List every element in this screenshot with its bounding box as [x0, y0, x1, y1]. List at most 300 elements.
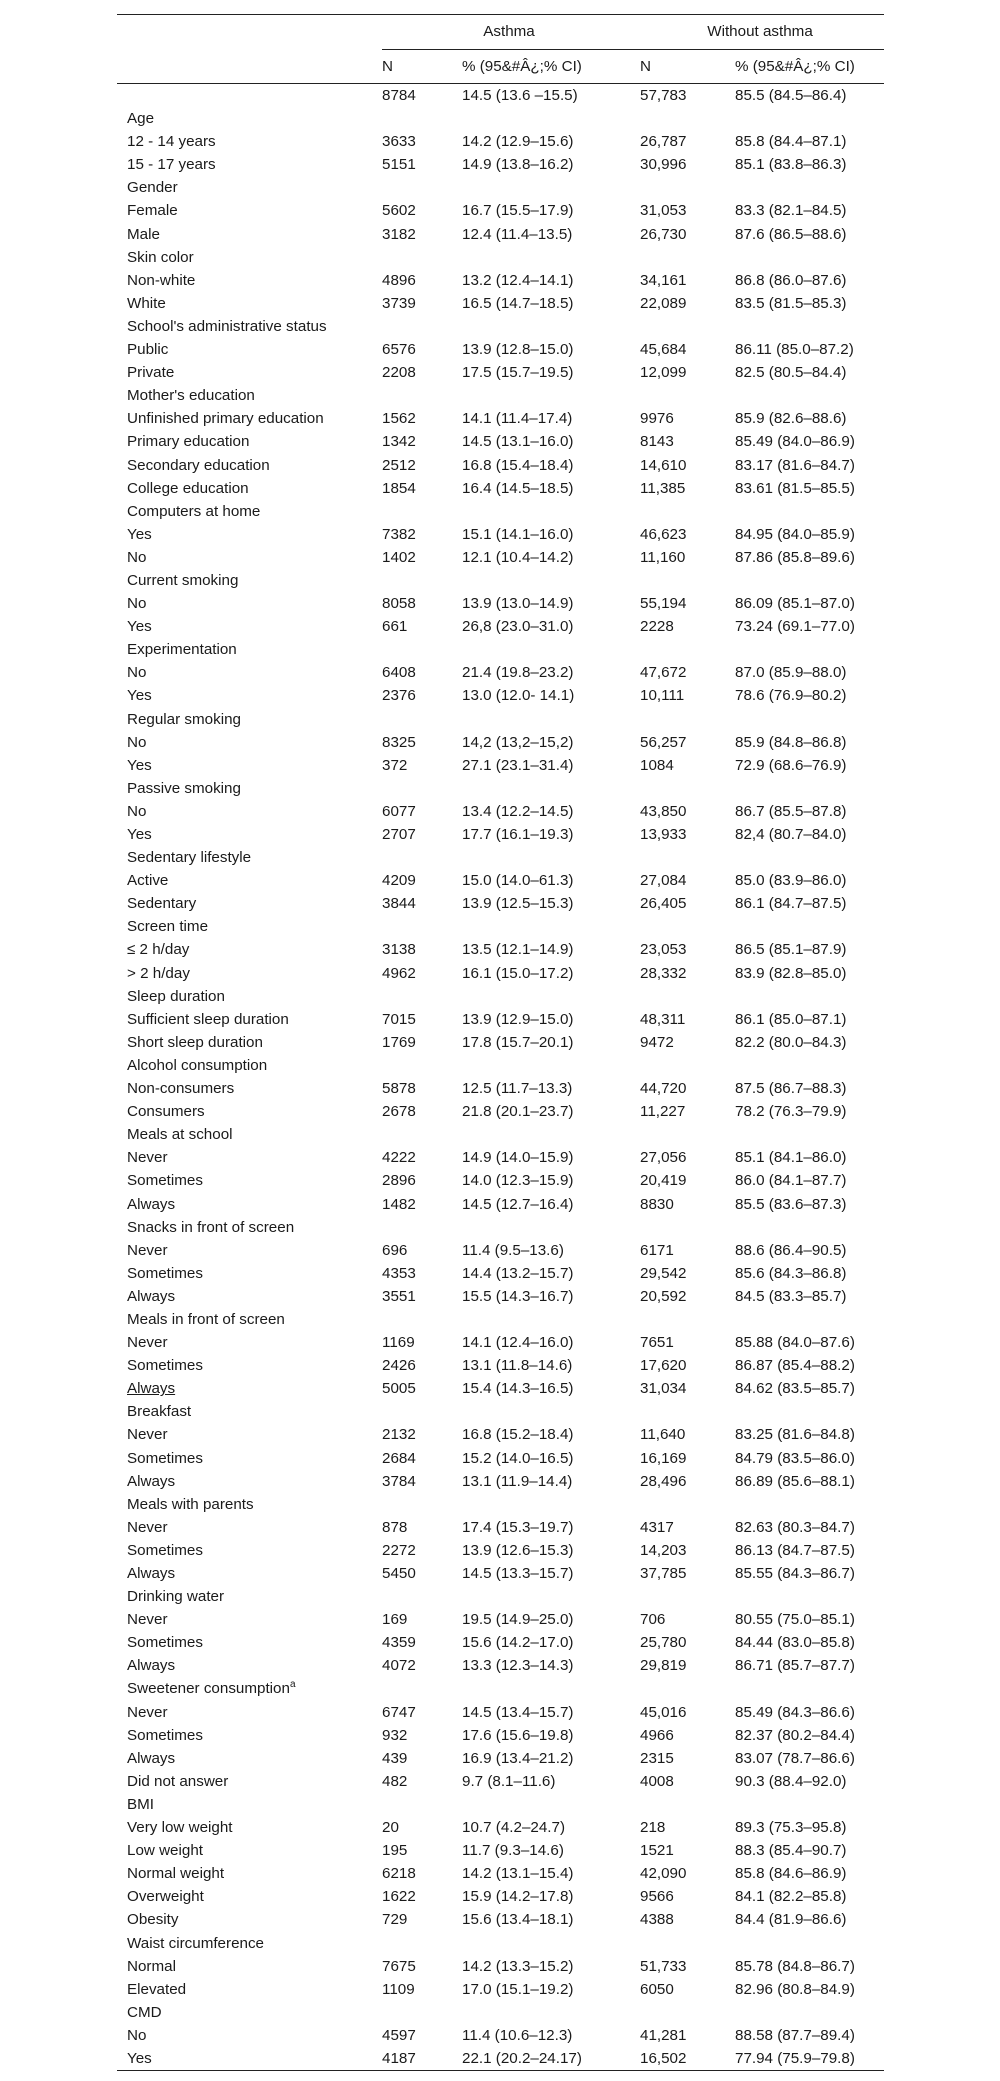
category-row: [117, 846, 884, 869]
without-asthma-pct-ci-cell: 85.49 (84.3–86.6): [735, 1703, 855, 1721]
without-asthma-n-cell: 43,850: [640, 802, 687, 820]
asthma-n-cell: 1482: [382, 1195, 416, 1213]
row-label: Normal: [127, 1957, 176, 1975]
asthma-pct-ci-cell: 12.5 (11.7–13.3): [462, 1080, 573, 1098]
without-asthma-pct-ci-cell: 85.8 (84.6–86.9): [735, 1865, 847, 1883]
category-row: [117, 777, 884, 800]
asthma-pct-ci-cell: 16.8 (15.2–18.4): [462, 1426, 574, 1444]
asthma-pct-ci-cell: 16.5 (14.7–18.5): [462, 294, 574, 312]
category-label: [117, 1400, 884, 1423]
asthma-n-cell: 3844: [382, 895, 416, 913]
asthma-pct-ci-cell: 14.2 (13.1–15.4): [462, 1865, 574, 1883]
row-label: Sometimes: [127, 1449, 203, 1467]
without-asthma-pct-ci-cell: 77.94 (75.9–79.8): [728, 2047, 884, 2071]
header-without-asthma: Without asthma: [636, 15, 884, 50]
table-row: [117, 1285, 884, 1308]
without-asthma-n-cell: 16,169: [640, 1449, 687, 1467]
asthma-pct-ci-cell: 14.5 (13.6 –15.5): [462, 87, 578, 104]
without-asthma-n-cell: 27,056: [640, 1149, 687, 1167]
row-label: Did not answer: [127, 1772, 229, 1790]
without-asthma-pct-ci-cell: 85.49 (84.0–86.9): [735, 433, 855, 451]
asthma-n-cell: 1402: [382, 548, 416, 566]
row-label: No: [127, 595, 147, 613]
table-row: [117, 1631, 884, 1654]
row-label: Never: [127, 1518, 168, 1536]
without-asthma-n-cell: 9976: [640, 410, 674, 428]
without-asthma-n-cell: 13,933: [640, 826, 687, 843]
without-asthma-n-cell: 26,730: [640, 225, 687, 243]
table-row: [117, 1701, 884, 1724]
asthma-n-cell: 661: [382, 618, 408, 636]
table-row: [117, 1908, 884, 1931]
table-row: [117, 1562, 884, 1585]
without-asthma-n-cell: 218: [640, 1819, 666, 1837]
table-row: [117, 1239, 884, 1262]
without-asthma-pct-ci-cell: 85.55 (84.3–86.7): [735, 1565, 855, 1582]
category-label: [117, 1123, 884, 1146]
without-asthma-n-cell: 45,016: [640, 1703, 687, 1721]
without-asthma-pct-ci-cell: 85.1 (83.8–86.3): [735, 156, 847, 174]
category-label: [117, 1216, 884, 1239]
asthma-pct-ci-cell: 27.1 (23.1–31.4): [462, 756, 574, 774]
asthma-pct-ci-cell: 15.2 (14.0–16.5): [462, 1449, 574, 1467]
asthma-pct-ci-cell: 12.1 (10.4–14.2): [462, 548, 574, 566]
table-row: [117, 938, 884, 961]
table-row: [117, 800, 884, 823]
without-asthma-pct-ci-cell: 86.13 (84.7–87.5): [735, 1541, 855, 1559]
asthma-n-cell: 8058: [382, 595, 416, 613]
without-asthma-n-cell: 27,084: [640, 872, 687, 890]
asthma-n-cell: 2896: [382, 1172, 416, 1190]
asthma-pct-ci-cell: 11.7 (9.3–14.6): [462, 1842, 564, 1860]
category-row: [117, 1123, 884, 1146]
asthma-n-cell: 3182: [382, 225, 416, 243]
asthma-pct-ci-cell: 13.3 (12.3–14.3): [462, 1657, 574, 1675]
row-label: Never: [127, 1149, 168, 1167]
asthma-n-cell: 6077: [382, 802, 416, 820]
without-asthma-pct-ci-cell: 83.5 (81.5–85.3): [735, 294, 847, 312]
asthma-pct-ci-cell: 17.7 (16.1–19.3): [462, 826, 574, 843]
table-header: [117, 15, 884, 84]
without-asthma-n-cell: 6050: [640, 1980, 674, 1998]
asthma-n-cell: 2208: [382, 364, 416, 382]
asthma-pct-ci-cell: 13.9 (12.8–15.0): [462, 341, 574, 359]
category-text: Computers at home: [127, 502, 261, 520]
row-label: Yes: [127, 618, 152, 636]
row-label: Never: [127, 1241, 168, 1259]
table-row: [117, 615, 884, 638]
asthma-pct-ci-cell: 14.0 (12.3–15.9): [462, 1172, 574, 1190]
asthma-n-cell: 4222: [382, 1149, 416, 1167]
without-asthma-pct-ci-cell: 85.5 (83.6–87.3): [735, 1195, 847, 1213]
without-asthma-n-cell: 29,542: [640, 1264, 687, 1282]
table-row: [117, 1516, 884, 1539]
table-row: [117, 962, 884, 985]
asthma-n-cell: 1854: [382, 479, 416, 497]
row-label: Sometimes: [127, 1634, 203, 1652]
without-asthma-pct-ci-cell: 85.9 (82.6–88.6): [735, 410, 847, 428]
category-text: Drinking water: [127, 1588, 225, 1606]
header-blank: [117, 50, 382, 84]
category-row: [117, 107, 884, 130]
asthma-pct-ci-cell: 13.1 (11.8–14.6): [462, 1357, 573, 1375]
category-text: Gender: [127, 179, 178, 197]
without-asthma-pct-ci-cell: 88.3 (85.4–90.7): [735, 1842, 847, 1860]
row-label: College education: [127, 479, 249, 497]
without-asthma-n-cell: 31,034: [640, 1380, 687, 1398]
category-row: [117, 985, 884, 1008]
category-text: Meals in front of screen: [127, 1310, 285, 1328]
category-label: [117, 384, 884, 407]
table-row: [117, 2024, 884, 2047]
row-label: Male: [127, 225, 160, 243]
without-asthma-pct-ci-cell: 84.62 (83.5–85.7): [735, 1380, 855, 1398]
table-row: [117, 269, 884, 292]
category-row: [117, 2001, 884, 2024]
category-row: [117, 708, 884, 731]
table-row: [117, 153, 884, 176]
without-asthma-pct-ci-cell: 84.44 (83.0–85.8): [735, 1634, 855, 1652]
asthma-pct-ci-cell: 13.2 (12.4–14.1): [462, 271, 574, 289]
table-row: [117, 1193, 884, 1216]
without-asthma-n-cell: 55,194: [640, 595, 687, 613]
table-row: [117, 1423, 884, 1446]
without-asthma-pct-ci-cell: 83.07 (78.7–86.6): [735, 1749, 855, 1767]
category-text: Skin color: [127, 248, 194, 266]
asthma-n-cell: 169: [382, 1611, 408, 1629]
row-label: Yes: [127, 687, 152, 705]
category-text: Screen time: [127, 918, 209, 936]
category-label: [117, 846, 884, 869]
table-row: [117, 292, 884, 315]
group-header-row: [117, 15, 884, 50]
row-label: Sometimes: [127, 1357, 203, 1375]
table-row: [117, 1262, 884, 1285]
without-asthma-pct-ci-cell: 86.0 (84.1–87.7): [735, 1172, 847, 1190]
without-asthma-pct-ci-cell: 88.58 (87.7–89.4): [735, 2026, 855, 2044]
asthma-n-cell: 439: [382, 1749, 408, 1767]
asthma-pct-ci-cell: 14.5 (12.7–16.4): [462, 1195, 574, 1213]
table-row: [117, 869, 884, 892]
asthma-n-cell: 4072: [382, 1657, 416, 1675]
asthma-pct-ci-cell: 13.4 (12.2–14.5): [462, 802, 574, 820]
asthma-n-cell: 1562: [382, 410, 416, 428]
table-row: [117, 1447, 884, 1470]
asthma-n-cell: 7382: [382, 525, 416, 543]
row-label: Private: [127, 364, 175, 382]
row-label: Normal weight: [127, 1865, 225, 1883]
without-asthma-pct-ci-cell: 86.5 (85.1–87.9): [735, 941, 847, 959]
category-text: CMD: [127, 2003, 162, 2021]
asthma-pct-ci-cell: 17.6 (15.6–19.8): [462, 1726, 574, 1744]
category-label: [117, 176, 884, 199]
asthma-pct-ci-cell: 17.5 (15.7–19.5): [462, 364, 574, 382]
category-label: [117, 1493, 884, 1516]
without-asthma-pct-ci-cell: 87.86 (85.8–89.6): [735, 548, 855, 566]
row-label: Never: [127, 1703, 168, 1721]
asthma-n-cell: 3739: [382, 294, 416, 312]
without-asthma-n-cell: 47,672: [640, 664, 687, 682]
asthma-pct-ci-cell: 11.4 (9.5–13.6): [462, 1241, 564, 1259]
asthma-n-cell: 6747: [382, 1703, 416, 1721]
asthma-pct-ci-cell: 9.7 (8.1–11.6): [462, 1772, 556, 1790]
header-asthma-pct-ci: % (95&#Â¿;% CI): [460, 50, 636, 84]
table-row: [117, 1816, 884, 1839]
category-row: [117, 1932, 884, 1955]
category-label: [117, 1677, 884, 1700]
row-label: Yes: [127, 756, 152, 774]
asthma-pct-ci-cell: 15.1 (14.1–16.0): [462, 525, 574, 543]
asthma-pct-ci-cell: 16.7 (15.5–17.9): [462, 202, 574, 220]
category-text: Sweetener consumption: [127, 1680, 290, 1698]
row-label: Sometimes: [127, 1541, 203, 1559]
row-label: No: [127, 802, 147, 820]
category-row: [117, 384, 884, 407]
table-row: [117, 1146, 884, 1169]
header-without-asthma-n: N: [636, 50, 728, 84]
category-row: [117, 176, 884, 199]
category-label: [117, 777, 884, 800]
row-label: Short sleep duration: [127, 1033, 263, 1051]
category-row: [117, 1216, 884, 1239]
asthma-pct-ci-cell: 15.5 (14.3–16.7): [462, 1287, 574, 1305]
category-text: Experimentation: [127, 641, 237, 659]
footnote-marker: a: [289, 1679, 296, 1691]
asthma-pct-ci-cell: 10.7 (4.2–24.7): [462, 1819, 566, 1837]
asthma-n-cell: 7015: [382, 1010, 416, 1028]
without-asthma-n-cell: 10,111: [640, 687, 685, 705]
asthma-n-cell: 195: [382, 1842, 408, 1860]
category-text: Meals at school: [127, 1126, 233, 1144]
asthma-pct-ci-cell: 14.5 (13.1–16.0): [462, 433, 574, 451]
asthma-n-cell: 2272: [382, 1541, 416, 1559]
asthma-pct-ci-cell: 15.0 (14.0–61.3): [462, 872, 574, 890]
table-row: [117, 661, 884, 684]
without-asthma-n-cell: 20,592: [640, 1287, 687, 1305]
without-asthma-pct-ci-cell: 85.9 (84.8–86.8): [735, 733, 847, 751]
table-row: [117, 223, 884, 246]
without-asthma-pct-ci-cell: 86.1 (84.7–87.5): [735, 895, 847, 913]
category-text: Passive smoking: [127, 779, 241, 797]
without-asthma-pct-ci-cell: 85.0 (83.9–86.0): [735, 872, 847, 890]
asthma-pct-ci-cell: 22.1 (20.2–24.17): [460, 2047, 636, 2071]
category-text: Meals with parents: [127, 1495, 254, 1513]
without-asthma-n-cell: 25,780: [640, 1634, 687, 1652]
without-asthma-n-cell: 37,785: [640, 1565, 687, 1582]
row-label: Sedentary: [127, 895, 197, 913]
table-row: [117, 1608, 884, 1631]
category-row: [117, 569, 884, 592]
without-asthma-pct-ci-cell: 88.6 (86.4–90.5): [735, 1241, 847, 1259]
asthma-pct-ci-cell: 14.9 (13.8–16.2): [462, 156, 574, 174]
without-asthma-pct-ci-cell: 83.9 (82.8–85.0): [735, 964, 847, 982]
without-asthma-n-cell: 9566: [640, 1888, 674, 1906]
table-row: [117, 1008, 884, 1031]
asthma-pct-ci-cell: 19.5 (14.9–25.0): [462, 1611, 574, 1629]
table-row: [117, 130, 884, 153]
category-text: Sedentary lifestyle: [127, 849, 252, 867]
table-row: [117, 1654, 884, 1677]
asthma-n-cell: 5151: [382, 156, 416, 174]
row-label: Female: [127, 202, 178, 220]
asthma-n-cell: 4209: [382, 872, 416, 890]
table-row: [117, 2047, 884, 2071]
row-label: Obesity: [127, 1911, 179, 1929]
without-asthma-n-cell: 26,787: [640, 133, 687, 151]
table-row: [117, 199, 884, 222]
table-row: [117, 1978, 884, 2001]
asthma-pct-ci-cell: 17.4 (15.3–19.7): [462, 1518, 574, 1536]
without-asthma-n-cell: 11,385: [640, 479, 686, 497]
without-asthma-pct-ci-cell: 86.71 (85.7–87.7): [735, 1657, 855, 1675]
without-asthma-pct-ci-cell: 89.3 (75.3–95.8): [735, 1819, 847, 1837]
asthma-n-cell: 2512: [382, 456, 416, 474]
asthma-pct-ci-cell: 14.2 (13.3–15.2): [462, 1957, 574, 1975]
category-label: [117, 500, 884, 523]
asthma-pct-ci-cell: 13.9 (12.5–15.3): [462, 895, 574, 913]
without-asthma-n-cell: 6171: [640, 1241, 674, 1259]
row-label: Unfinished primary education: [127, 410, 324, 428]
without-asthma-pct-ci-cell: 86.7 (85.5–87.8): [735, 802, 847, 820]
asthma-n-cell: 1769: [382, 1033, 416, 1051]
row-label: Always: [127, 1195, 176, 1213]
asthma-pct-ci-cell: 17.8 (15.7–20.1): [462, 1033, 574, 1051]
asthma-n-cell: 1342: [382, 433, 416, 451]
without-asthma-n-cell: 45,684: [640, 341, 687, 359]
category-label: [117, 638, 884, 661]
header-blank: [117, 15, 382, 50]
row-label: Sometimes: [127, 1264, 203, 1282]
asthma-pct-ci-cell: 21.4 (19.8–23.2): [462, 664, 574, 682]
without-asthma-pct-ci-cell: 87.0 (85.9–88.0): [735, 664, 847, 682]
table-row: [117, 1077, 884, 1100]
asthma-n-cell: 5005: [382, 1380, 416, 1398]
row-label: No: [127, 664, 147, 682]
table-row: [117, 1724, 884, 1747]
without-asthma-pct-ci-cell: 82,4 (80.7–84.0): [735, 826, 847, 843]
row-label: > 2 h/day: [127, 964, 190, 982]
category-text: Alcohol consumption: [127, 1056, 268, 1074]
without-asthma-n-cell: 14,203: [640, 1541, 687, 1559]
asthma-pct-ci-cell: 13.1 (11.9–14.4): [462, 1472, 573, 1490]
asthma-n-cell: 2376: [382, 687, 416, 705]
without-asthma-n-cell: 1084: [640, 756, 674, 774]
without-asthma-n-cell: 4388: [640, 1911, 674, 1929]
without-asthma-pct-ci-cell: 85.8 (84.4–87.1): [735, 133, 847, 151]
asthma-n-cell: 6408: [382, 664, 416, 682]
asthma-pct-ci-cell: 14.9 (14.0–15.9): [462, 1149, 574, 1167]
without-asthma-pct-ci-cell: 84.1 (82.2–85.8): [735, 1888, 847, 1906]
asthma-pct-ci-cell: 17.0 (15.1–19.2): [462, 1980, 574, 1998]
without-asthma-pct-ci-cell: 78.6 (76.9–80.2): [735, 687, 847, 705]
asthma-n-cell: 5878: [382, 1080, 416, 1098]
row-label: Secondary education: [127, 456, 270, 474]
asthma-pct-ci-cell: 13.9 (13.0–14.9): [462, 595, 574, 613]
category-text: Regular smoking: [127, 710, 241, 728]
without-asthma-n-cell: 20,419: [640, 1172, 687, 1190]
asthma-n-cell: 3784: [382, 1472, 416, 1490]
table-row: [117, 407, 884, 430]
without-asthma-n-cell: 4966: [640, 1726, 674, 1744]
category-label: [117, 315, 884, 338]
category-row: [117, 1493, 884, 1516]
asthma-n-cell: 8784: [382, 87, 416, 104]
without-asthma-n-cell: 48,311: [640, 1010, 686, 1028]
without-asthma-pct-ci-cell: 83.17 (81.6–84.7): [735, 456, 855, 474]
category-text: Snacks in front of screen: [127, 1218, 295, 1236]
table-row: [117, 477, 884, 500]
category-row: [117, 315, 884, 338]
row-label: Yes: [127, 826, 152, 843]
category-row: [117, 500, 884, 523]
without-asthma-n-cell: 44,720: [640, 1080, 687, 1098]
row-label: Elevated: [127, 1980, 187, 1998]
row-label: Never: [127, 1334, 168, 1352]
without-asthma-pct-ci-cell: 86.1 (85.0–87.1): [735, 1010, 847, 1028]
asthma-n-cell: 5450: [382, 1565, 416, 1582]
category-row: [117, 1677, 884, 1700]
asthma-pct-ci-cell: 13.0 (12.0- 14.1): [462, 687, 575, 705]
asthma-n-cell: 4359: [382, 1634, 416, 1652]
without-asthma-pct-ci-cell: 84.79 (83.5–86.0): [735, 1449, 855, 1467]
asthma-pct-ci-cell: 14.5 (13.4–15.7): [462, 1703, 574, 1721]
table-row: [117, 523, 884, 546]
row-label: Non-consumers: [127, 1080, 235, 1098]
category-label: [117, 569, 884, 592]
without-asthma-n-cell: 30,996: [640, 156, 687, 174]
without-asthma-pct-ci-cell: 87.5 (86.7–88.3): [735, 1080, 847, 1098]
category-label: [117, 708, 884, 731]
asthma-n-cell: 696: [382, 1241, 408, 1259]
asthma-pct-ci-cell: 15.6 (14.2–17.0): [462, 1634, 574, 1652]
asthma-pct-ci-cell: 14.5 (13.3–15.7): [462, 1565, 574, 1582]
without-asthma-pct-ci-cell: 73.24 (69.1–77.0): [735, 618, 855, 636]
without-asthma-n-cell: 23,053: [640, 941, 687, 959]
asthma-pct-ci-cell: 14.4 (13.2–15.7): [462, 1264, 574, 1282]
category-label: [117, 985, 884, 1008]
asthma-n-cell: 8325: [382, 733, 416, 751]
table-row: [117, 1169, 884, 1192]
table-row: [117, 1885, 884, 1908]
without-asthma-n-cell: 34,161: [640, 271, 687, 289]
without-asthma-n-cell: 41,281: [640, 2026, 687, 2044]
without-asthma-pct-ci-cell: 85.6 (84.3–86.8): [735, 1264, 847, 1282]
asthma-pct-ci-cell: 16.4 (14.5–18.5): [462, 479, 574, 497]
asthma-n-cell: 3551: [382, 1287, 416, 1305]
without-asthma-n-cell: 22,089: [640, 294, 687, 312]
without-asthma-n-cell: 1521: [640, 1842, 674, 1860]
without-asthma-n-cell: 56,257: [640, 733, 687, 751]
row-label: Very low weight: [127, 1819, 233, 1837]
category-text: Age: [127, 110, 155, 128]
asthma-n-cell: 4597: [382, 2026, 416, 2044]
header-without-asthma-pct-ci: % (95&#Â¿;% CI): [728, 50, 884, 84]
row-label: Never: [127, 1426, 168, 1444]
table-row: [117, 1331, 884, 1354]
category-label: [117, 1054, 884, 1077]
category-row: [117, 1585, 884, 1608]
without-asthma-n-cell: 12,099: [640, 364, 687, 382]
without-asthma-pct-ci-cell: 83.61 (81.5–85.5): [735, 479, 855, 497]
category-text: Waist circumference: [127, 1934, 264, 1952]
asthma-n-cell: 2707: [382, 826, 416, 843]
category-label: [117, 915, 884, 938]
category-row: [117, 1400, 884, 1423]
without-asthma-n-cell: 11,640: [640, 1426, 686, 1444]
asthma-prevalence-table: [117, 14, 884, 2071]
table-row: [117, 754, 884, 777]
row-label: Active: [127, 872, 169, 890]
